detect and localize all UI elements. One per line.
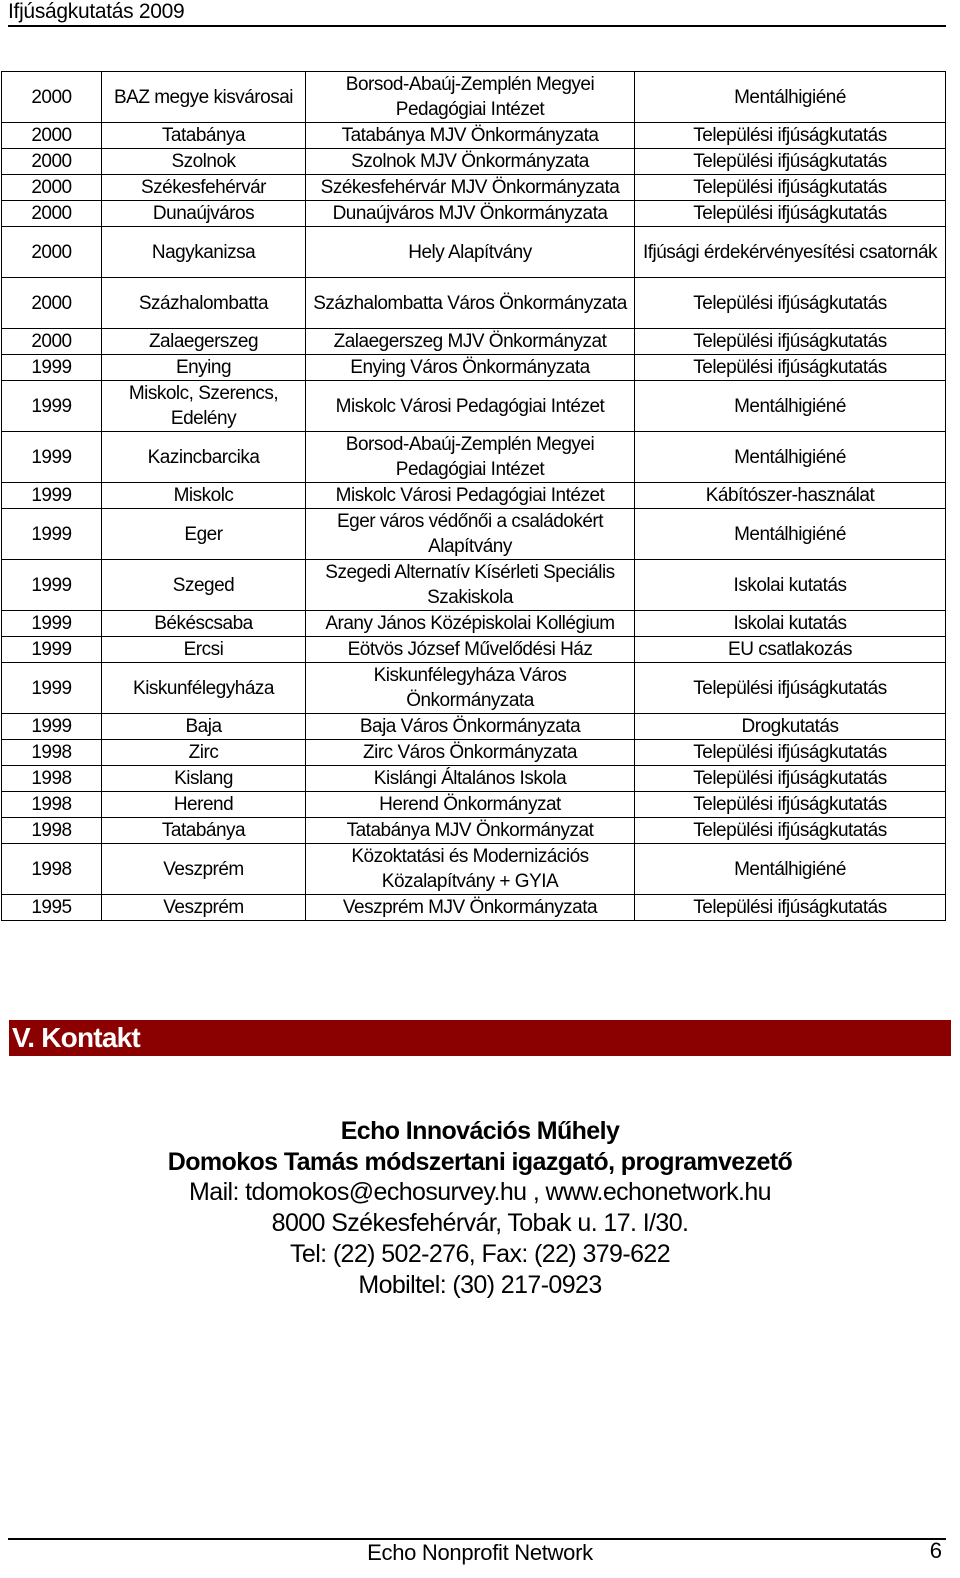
year-cell: 1999 xyxy=(2,509,102,560)
table-row xyxy=(2,740,946,766)
location-cell: Miskolc, Szerencs, Edelény xyxy=(102,381,306,432)
client-cell: Szegedi Alternatív Kísérleti Speciális Szakiskola xyxy=(306,560,635,611)
client-cell: Dunaújváros MJV Önkormányzata xyxy=(306,201,635,227)
topic-cell: Települési ifjúságkutatás xyxy=(635,792,946,818)
year-cell: 2000 xyxy=(2,123,102,149)
topic-cell: Mentálhigiéné xyxy=(635,432,946,483)
client-cell: Kislángi Általános Iskola xyxy=(306,766,635,792)
contact-mail: Mail: tdomokos@echosurvey.hu , www.echonetwork.hu xyxy=(189,1178,771,1207)
location-cell: Zirc xyxy=(102,740,306,766)
section-title: V. Kontakt xyxy=(12,1022,140,1053)
table-row xyxy=(2,72,946,123)
client-cell: Arany János Középiskolai Kollégium xyxy=(306,611,635,637)
table-row xyxy=(2,355,946,381)
year-cell: 2000 xyxy=(2,149,102,175)
projects-table-body xyxy=(2,72,946,921)
location-cell: Baja xyxy=(102,714,306,740)
table-row xyxy=(2,227,946,278)
year-cell: 1999 xyxy=(2,637,102,663)
table-row xyxy=(2,714,946,740)
client-cell: Borsod-Abaúj-Zemplén Megyei Pedagógiai Intézet xyxy=(306,72,635,123)
year-cell: 1999 xyxy=(2,714,102,740)
topic-cell: Ifjúsági érdekérvényesítési csatornák xyxy=(635,227,946,278)
table-row xyxy=(2,278,946,329)
table-row xyxy=(2,844,946,895)
table-row xyxy=(2,637,946,663)
location-cell: Szolnok xyxy=(102,149,306,175)
year-cell: 1998 xyxy=(2,766,102,792)
client-cell: Enying Város Önkormányzata xyxy=(306,355,635,381)
table-row xyxy=(2,123,946,149)
year-cell: 2000 xyxy=(2,175,102,201)
table-row xyxy=(2,381,946,432)
year-cell: 1999 xyxy=(2,381,102,432)
topic-cell: Települési ifjúságkutatás xyxy=(635,201,946,227)
client-cell: Zalaegerszeg MJV Önkormányzat xyxy=(306,329,635,355)
location-cell: Enying xyxy=(102,355,306,381)
topic-cell: Települési ifjúságkutatás xyxy=(635,663,946,714)
location-cell: Szeged xyxy=(102,560,306,611)
location-cell: Székesfehérvár xyxy=(102,175,306,201)
client-cell: Szolnok MJV Önkormányzata xyxy=(306,149,635,175)
client-cell: Tatabánya MJV Önkormányzata xyxy=(306,123,635,149)
year-cell: 1999 xyxy=(2,611,102,637)
year-cell: 1998 xyxy=(2,740,102,766)
topic-cell: Kábítószer-használat xyxy=(635,483,946,509)
client-cell: Százhalombatta Város Önkormányzata xyxy=(306,278,635,329)
table-row xyxy=(2,175,946,201)
location-cell: Százhalombatta xyxy=(102,278,306,329)
client-cell: Baja Város Önkormányzata xyxy=(306,714,635,740)
running-header-title: Ifjúságkutatás 2009 xyxy=(8,0,185,23)
client-cell: Zirc Város Önkormányzata xyxy=(306,740,635,766)
contact-address: 8000 Székesfehérvár, Tobak u. 17. I/30. xyxy=(271,1209,689,1238)
topic-cell: Mentálhigiéné xyxy=(635,381,946,432)
topic-cell: Iskolai kutatás xyxy=(635,560,946,611)
year-cell: 1998 xyxy=(2,792,102,818)
location-cell: Dunaújváros xyxy=(102,201,306,227)
location-cell: Eger xyxy=(102,509,306,560)
client-cell: Borsod-Abaúj-Zemplén Megyei Pedagógiai Intézet xyxy=(306,432,635,483)
table-row xyxy=(2,766,946,792)
year-cell: 2000 xyxy=(2,72,102,123)
location-cell: Zalaegerszeg xyxy=(102,329,306,355)
topic-cell: Mentálhigiéné xyxy=(635,72,946,123)
client-cell: Miskolc Városi Pedagógiai Intézet xyxy=(306,483,635,509)
year-cell: 1998 xyxy=(2,844,102,895)
year-cell: 1999 xyxy=(2,432,102,483)
topic-cell: EU csatlakozás xyxy=(635,637,946,663)
location-cell: Nagykanizsa xyxy=(102,227,306,278)
location-cell: Kiskunfélegyháza xyxy=(102,663,306,714)
location-cell: Kislang xyxy=(102,766,306,792)
location-cell: Tatabánya xyxy=(102,123,306,149)
year-cell: 2000 xyxy=(2,329,102,355)
contact-mobile: Mobiltel: (30) 217-0923 xyxy=(358,1270,602,1299)
location-cell: Veszprém xyxy=(102,844,306,895)
client-cell: Eger város védőnői a családokért Alapítvány xyxy=(306,509,635,560)
topic-cell: Települési ifjúságkutatás xyxy=(635,278,946,329)
table-row xyxy=(2,329,946,355)
table-row xyxy=(2,663,946,714)
year-cell: 2000 xyxy=(2,278,102,329)
topic-cell: Települési ifjúságkutatás xyxy=(635,818,946,844)
year-cell: 2000 xyxy=(2,201,102,227)
table-row xyxy=(2,149,946,175)
location-cell: Ercsi xyxy=(102,637,306,663)
client-cell: Eötvös József Művelődési Ház xyxy=(306,637,635,663)
table-row xyxy=(2,483,946,509)
table-row xyxy=(2,201,946,227)
table-row xyxy=(2,818,946,844)
topic-cell: Települési ifjúságkutatás xyxy=(635,149,946,175)
table-row xyxy=(2,611,946,637)
client-cell: Miskolc Városi Pedagógiai Intézet xyxy=(306,381,635,432)
client-cell: Kiskunfélegyháza Város Önkormányzata xyxy=(306,663,635,714)
location-cell: Miskolc xyxy=(102,483,306,509)
topic-cell: Települési ifjúságkutatás xyxy=(635,175,946,201)
year-cell: 2000 xyxy=(2,227,102,278)
topic-cell: Települési ifjúságkutatás xyxy=(635,740,946,766)
topic-cell: Települési ifjúságkutatás xyxy=(635,355,946,381)
header-divider xyxy=(8,25,946,27)
year-cell: 1999 xyxy=(2,560,102,611)
table-row xyxy=(2,560,946,611)
client-cell: Székesfehérvár MJV Önkormányzata xyxy=(306,175,635,201)
topic-cell: Települési ifjúságkutatás xyxy=(635,123,946,149)
location-cell: Herend xyxy=(102,792,306,818)
location-cell: Békéscsaba xyxy=(102,611,306,637)
page-number: 6 xyxy=(929,1538,942,1563)
table-row xyxy=(2,509,946,560)
table-row xyxy=(2,895,946,921)
topic-cell: Mentálhigiéné xyxy=(635,509,946,560)
table-row xyxy=(2,432,946,483)
topic-cell: Települési ifjúságkutatás xyxy=(635,895,946,921)
topic-cell: Iskolai kutatás xyxy=(635,611,946,637)
client-cell: Veszprém MJV Önkormányzata xyxy=(306,895,635,921)
client-cell: Herend Önkormányzat xyxy=(306,792,635,818)
location-cell: Kazincbarcika xyxy=(102,432,306,483)
table-row xyxy=(2,792,946,818)
section-heading-bar xyxy=(9,1020,951,1056)
contact-phone: Tel: (22) 502-276, Fax: (22) 379-622 xyxy=(289,1239,670,1268)
topic-cell: Települési ifjúságkutatás xyxy=(635,766,946,792)
topic-cell: Mentálhigiéné xyxy=(635,844,946,895)
contact-block xyxy=(0,1116,960,1300)
topic-cell: Települési ifjúságkutatás xyxy=(635,329,946,355)
year-cell: 1999 xyxy=(2,355,102,381)
client-cell: Hely Alapítvány xyxy=(306,227,635,278)
contact-person: Domokos Tamás módszertani igazgató, programvezető xyxy=(167,1147,793,1176)
contact-organization: Echo Innovációs Műhely xyxy=(340,1117,620,1145)
footer-text: Echo Nonprofit Network xyxy=(367,1540,593,1565)
year-cell: 1995 xyxy=(2,895,102,921)
client-cell: Tatabánya MJV Önkormányzat xyxy=(306,818,635,844)
location-cell: BAZ megye kisvárosai xyxy=(102,72,306,123)
location-cell: Veszprém xyxy=(102,895,306,921)
year-cell: 1998 xyxy=(2,818,102,844)
projects-table xyxy=(1,71,946,921)
year-cell: 1999 xyxy=(2,483,102,509)
topic-cell: Drogkutatás xyxy=(635,714,946,740)
year-cell: 1999 xyxy=(2,663,102,714)
location-cell: Tatabánya xyxy=(102,818,306,844)
client-cell: Közoktatási és Modernizációs Közalapítvány + GYIA xyxy=(306,844,635,895)
